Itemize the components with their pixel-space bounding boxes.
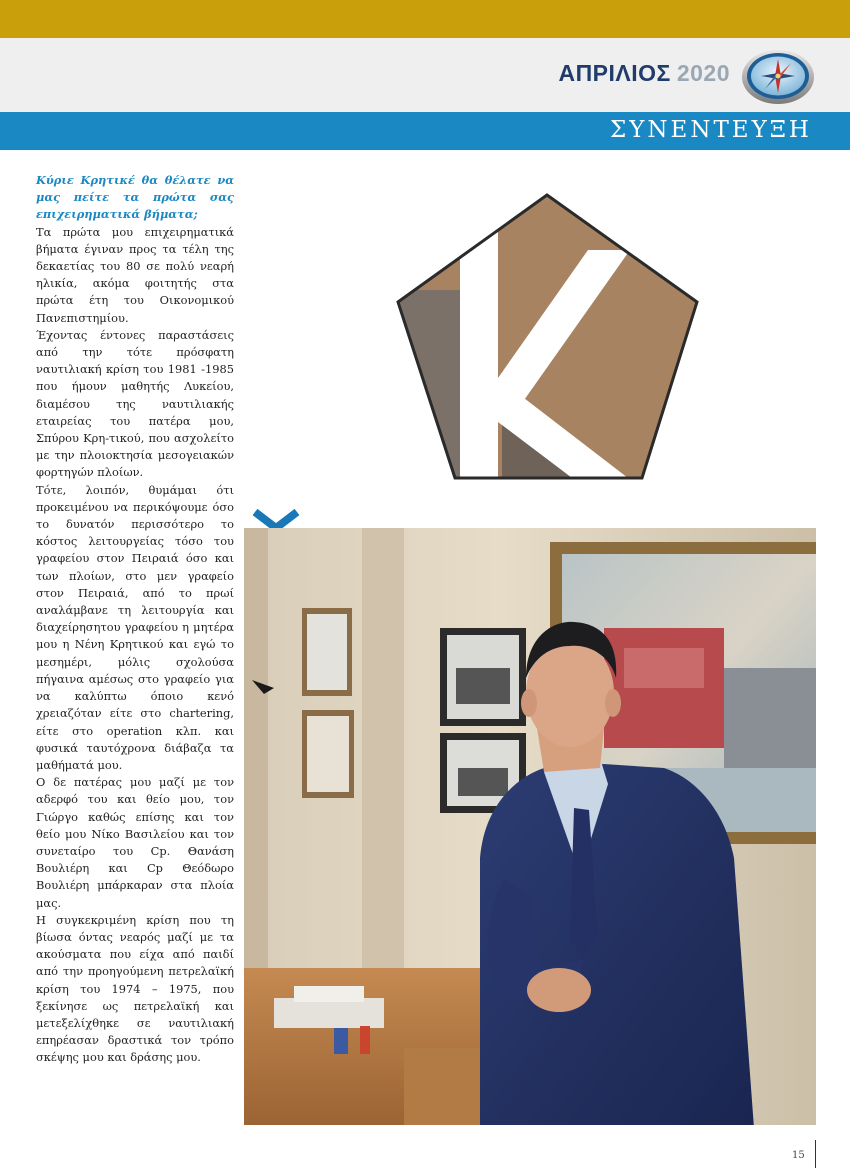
paragraph: Η συγκεκριμένη κρίση που τη βίωσα όντας νεαρός μαζί με τα ακούσματα που είχα από παιδί από την προηγούμενη πετρελαϊκή κρίση του 1974 – 1975, που ξεκίνησε ως πετρελαϊκή και μετεξελίχθηκε σε ναυτιλιακή επηρέασαν δραστικά τον τρόπο σκέψης μου και δράσης μου. [36, 912, 234, 1065]
paragraph: Έχοντας έντονες παραστάσεις από την τότε πρόσφατη ναυτιλιακή κρίση του 1981 -1985 που ήμουν μαθητής Λυκείου, διαμέσου της ναυτιλιακής εταιρείας του πατέρα μου, Σπύρου Κρη-τικού, που ασχολείτο με την πλοιοκτησία μεσογειακών φορτηγών πλοίων. [36, 327, 234, 480]
footer-rule [815, 1140, 816, 1168]
issue-date [558, 60, 730, 87]
interview-photo [244, 528, 816, 1125]
interview-question: Κύριε Κρητικέ θα θέλατε να μας πείτε τα πρώτα σας επιχειρηματικά βήματα; [36, 173, 234, 222]
section-title: ΣΥΝΕΝΤΕΥΞΗ [609, 117, 812, 143]
page-number: 15 [792, 1150, 805, 1161]
issue-year: 2020 [676, 60, 730, 86]
compass-icon [740, 46, 816, 106]
article-text [36, 172, 234, 1067]
issue-month: ΑΠΡΙΛΙΟΣ [558, 60, 671, 86]
top-gold-bar [0, 0, 850, 38]
k-pentagon-logo [392, 190, 702, 490]
paragraph: Τότε, λοιπόν, θυμάμαι ότι προκειμένου να περικόψουμε όσο το δυνατόν περισσότερο το κόστος λειτουργείας τόσο του γραφείου στον Πειραιά όσο και των πλοίων, στο μεν γραφείο στον Πειραιά, από το πρωί αναλάμβανε τη λειτουργία και διαχείρησητου γραφείου η μητέρα μου η Νένη Κρητικού και εγώ το μεσημέρι, μόλις σχολούσα πήγαινα αμέσως στο γραφείο για να καλύπτω όποιο κενό χρειαζόταν είτε στο chartering, είτε στο operation κλπ. και φυσικά ταυτόχρονα διάβαζα τα μαθήματά μου. [36, 482, 234, 772]
paragraph: Τα πρώτα μου επιχειρηματικά βήματα έγιναν προς τα τέλη της δεκαετίας του 80 σε πολύ νεαρή ηλικία, ακόμα φοιτητής στα πρώτα έτη του Οικονομικού Πανεπιστημίου. [36, 224, 234, 325]
paragraph: Ο δε πατέρας μου μαζί με τον αδερφό του και θείο μου, τον Γιώργο καθώς επίσης και τον θείο μου Νίκο Βασιλείου και τον συνεταίρο του Cp. Θανάση Βουλιέρη και Cp Θεόδωρο Βουλιέρη μπάρκαραν στα πλοία μας. [36, 775, 234, 910]
